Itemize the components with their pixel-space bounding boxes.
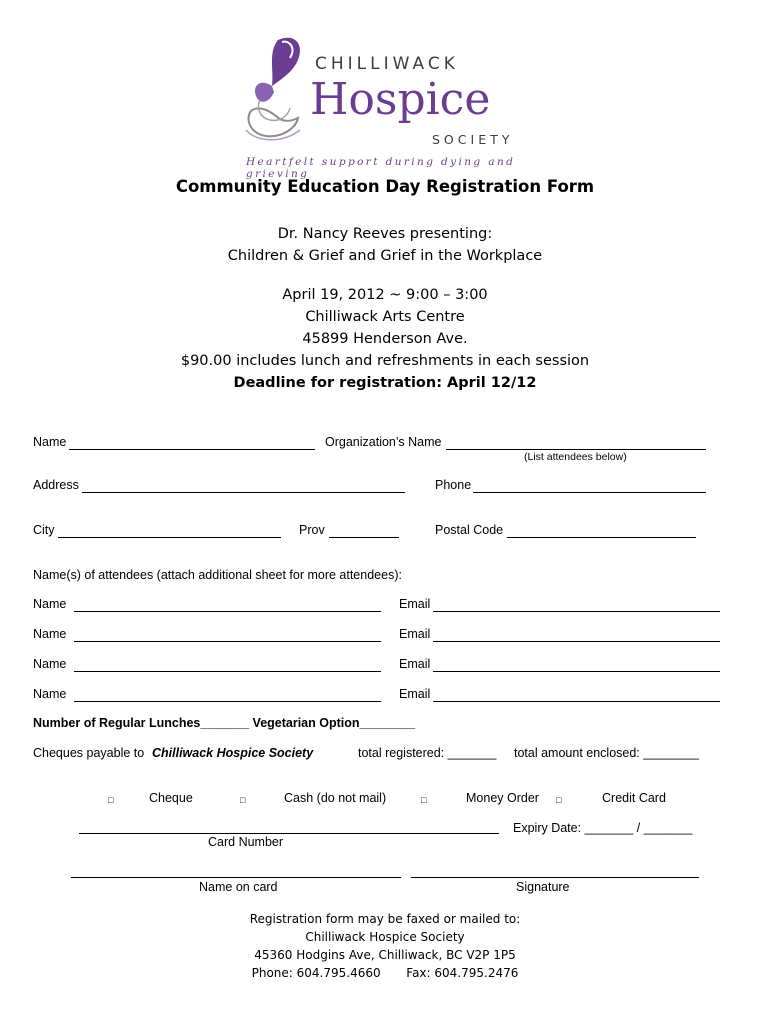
organization-note: (List attendees below) <box>524 451 627 463</box>
attendees-heading: Name(s) of attendees (attach additional sheet for more attendees): <box>33 568 402 582</box>
vegetarian-option-blank[interactable]: ________ <box>359 716 416 730</box>
venue-address-line: 45899 Henderson Ave. <box>302 331 468 347</box>
total-registered-label: total registered: <box>358 746 445 760</box>
organization-field[interactable] <box>446 449 706 450</box>
city-label: City <box>33 523 55 537</box>
footer-org-line: Chilliwack Hospice Society <box>305 930 465 944</box>
phone-field[interactable] <box>473 492 706 493</box>
attendee-2-name-label: Name <box>33 627 67 641</box>
attendee-3-name-label: Name <box>33 657 67 671</box>
venue-line: Chilliwack Arts Centre <box>305 309 465 325</box>
footer-mail-line: Registration form may be faxed or mailed to: <box>249 912 521 926</box>
total-registered-blank[interactable]: _______ <box>447 746 497 760</box>
attendee-2-name-field[interactable] <box>74 641 381 642</box>
footer-fax: Fax: 604.795.2476 <box>406 966 519 980</box>
postal-code-label: Postal Code <box>435 523 504 537</box>
credit-card-option-label: Credit Card <box>602 791 666 805</box>
attendee-1-name-label: Name <box>33 597 67 611</box>
logo-line-hospice: Hospice <box>310 74 491 125</box>
prov-field[interactable] <box>329 537 399 538</box>
total-amount <box>514 746 699 760</box>
total-amount-blank[interactable]: ________ <box>643 746 699 760</box>
attendee-1-name-field[interactable] <box>74 611 381 612</box>
cash-checkbox[interactable]: □ <box>240 795 246 805</box>
name-field[interactable] <box>69 449 315 450</box>
signature-label: Signature <box>516 880 570 894</box>
logo-tagline: Heartfelt support during dying and grieving <box>246 156 516 180</box>
attendee-4-name-field[interactable] <box>74 701 381 702</box>
phone-label: Phone <box>435 478 472 492</box>
deadline-line: Deadline for registration: April 12/12 <box>233 375 537 391</box>
expiry-date <box>513 821 692 835</box>
footer-phone: Phone: 604.795.4660 <box>251 966 381 980</box>
total-registered <box>358 746 496 760</box>
regular-lunches-blank[interactable]: _______ <box>200 716 250 730</box>
address-label: Address <box>33 478 79 492</box>
credit-card-checkbox[interactable]: □ <box>556 795 562 805</box>
name-on-card-label: Name on card <box>199 880 278 894</box>
topic-line: Children & Grief and Grief in the Workplace <box>227 248 543 264</box>
attendee-3-name-field[interactable] <box>74 671 381 672</box>
prov-label: Prov <box>299 523 325 537</box>
vegetarian-option-label: Vegetarian Option <box>252 716 360 730</box>
attendee-1-email-field[interactable] <box>433 611 720 612</box>
city-field[interactable] <box>58 537 281 538</box>
attendee-1-email-label: Email <box>399 597 431 611</box>
address-field[interactable] <box>82 492 405 493</box>
expiry-date-label: Expiry Date: <box>513 821 582 835</box>
cash-option-label: Cash (do not mail) <box>284 791 387 805</box>
date-time-line: April 19, 2012 ~ 9:00 – 3:00 <box>282 287 488 303</box>
logo-line-chilliwack: CHILLIWACK <box>315 54 459 74</box>
attendee-4-email-label: Email <box>399 687 431 701</box>
card-number-label: Card Number <box>208 835 284 849</box>
money-order-checkbox[interactable]: □ <box>421 795 427 805</box>
attendee-3-email-field[interactable] <box>433 671 720 672</box>
signature-field[interactable] <box>411 877 699 878</box>
regular-lunches-label: Number of Regular Lunches <box>33 716 201 730</box>
money-order-option-label: Money Order <box>466 791 539 805</box>
form-title: Community Education Day Registration Form <box>175 177 595 196</box>
logo-line-society: SOCIETY <box>432 132 514 147</box>
name-on-card-field[interactable] <box>71 877 401 878</box>
attendee-2-email-field[interactable] <box>433 641 720 642</box>
attendee-3-email-label: Email <box>399 657 431 671</box>
expiry-separator: / <box>636 821 641 835</box>
expiry-month-blank[interactable]: _______ <box>584 821 634 835</box>
cheques-label: Cheques payable to <box>33 746 145 760</box>
organization-label: Organization’s Name <box>325 435 442 449</box>
cheque-checkbox[interactable]: □ <box>108 795 114 805</box>
attendee-4-email-field[interactable] <box>433 701 720 702</box>
butterfly-hands-icon <box>238 30 318 145</box>
cheque-option-label: Cheque <box>149 791 193 805</box>
payee-name: Chilliwack Hospice Society <box>152 746 314 760</box>
footer-address-line: 45360 Hodgins Ave, Chilliwack, BC V2P 1P5 <box>254 948 516 962</box>
attendee-2-email-label: Email <box>399 627 431 641</box>
expiry-year-blank[interactable]: _______ <box>643 821 693 835</box>
price-line: $90.00 includes lunch and refreshments in each session <box>180 353 590 369</box>
postal-code-field[interactable] <box>507 537 696 538</box>
footer-contact-line <box>0 966 770 980</box>
total-amount-label: total amount enclosed: <box>514 746 640 760</box>
card-number-field[interactable] <box>79 833 499 834</box>
attendee-4-name-label: Name <box>33 687 67 701</box>
presenter-line: Dr. Nancy Reeves presenting: <box>277 226 493 242</box>
logo <box>238 30 538 180</box>
lunch-options-line <box>33 716 415 730</box>
name-label: Name <box>33 435 67 449</box>
